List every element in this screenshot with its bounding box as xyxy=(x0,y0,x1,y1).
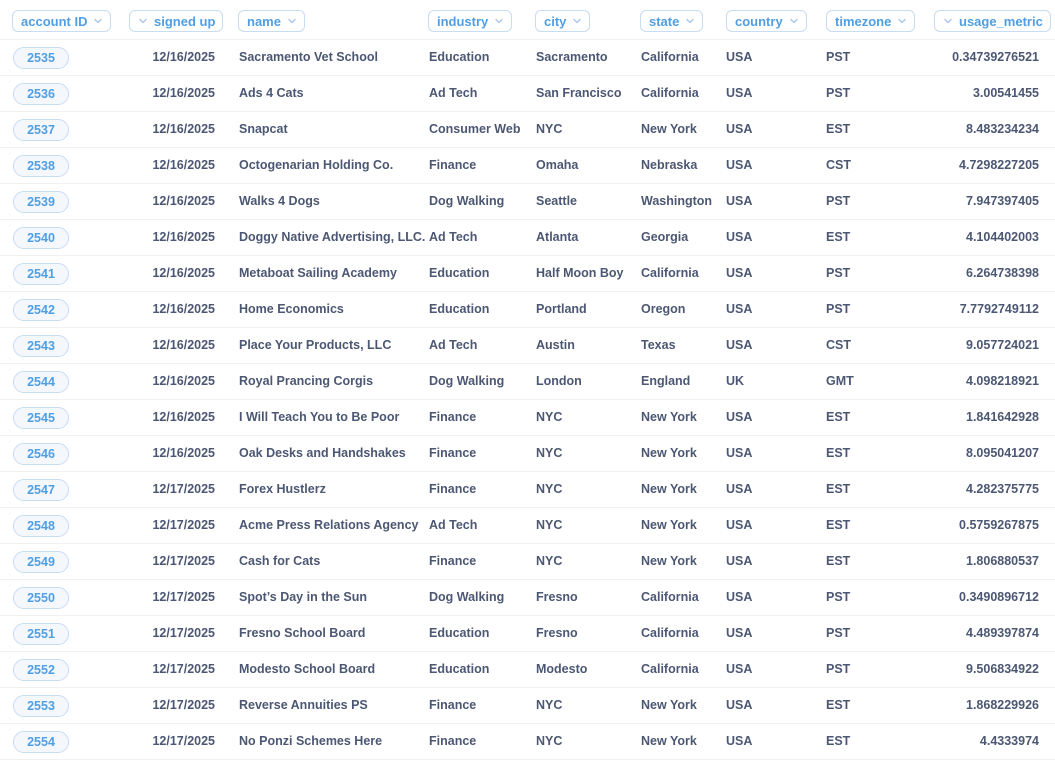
cell-signed-up: 12/16/2025 xyxy=(152,86,215,100)
cell-timezone: PST xyxy=(826,50,851,64)
cell-industry: Ad Tech xyxy=(429,230,478,244)
column-header-signed-up[interactable] xyxy=(129,10,223,34)
cell-industry: Education xyxy=(429,266,490,280)
table-row xyxy=(0,40,1055,76)
cell-usage-metric: 8.483234234 xyxy=(966,122,1039,136)
table-row xyxy=(0,508,1055,544)
cell-city: Omaha xyxy=(536,158,579,172)
cell-country: USA xyxy=(726,266,753,280)
cell-state: California xyxy=(641,662,699,676)
cell-country: USA xyxy=(726,626,753,640)
table-row xyxy=(0,688,1055,724)
cell-city: NYC xyxy=(536,554,563,568)
account-id-link[interactable]: 2548 xyxy=(13,515,69,537)
account-id-link[interactable]: 2544 xyxy=(13,371,69,393)
table-row xyxy=(0,364,1055,400)
cell-signed-up: 12/16/2025 xyxy=(152,410,215,424)
cell-usage-metric: 4.104402003 xyxy=(966,230,1039,244)
cell-timezone: EST xyxy=(826,698,851,712)
cell-usage-metric: 4.098218921 xyxy=(966,374,1039,388)
column-header-industry[interactable] xyxy=(428,10,512,34)
cell-signed-up: 12/17/2025 xyxy=(152,482,215,496)
cell-usage-metric: 9.057724021 xyxy=(966,338,1039,352)
cell-signed-up: 12/16/2025 xyxy=(152,374,215,388)
column-header-label: name xyxy=(247,13,281,29)
column-header-name[interactable] xyxy=(238,10,305,34)
cell-name: Fresno School Board xyxy=(239,626,366,640)
column-header-pill[interactable] xyxy=(826,10,915,32)
cell-country: USA xyxy=(726,554,753,568)
cell-city: NYC xyxy=(536,518,563,532)
cell-name: I Will Teach You to Be Poor xyxy=(239,410,400,424)
column-header-pill[interactable] xyxy=(535,10,590,32)
cell-state: New York xyxy=(641,446,697,460)
cell-usage-metric: 7.947397405 xyxy=(966,194,1039,208)
cell-name: Forex Hustlerz xyxy=(239,482,326,496)
cell-signed-up: 12/16/2025 xyxy=(152,266,215,280)
account-id-link[interactable]: 2551 xyxy=(13,623,69,645)
cell-city: Portland xyxy=(536,302,587,316)
cell-city: London xyxy=(536,374,582,388)
cell-city: Atlanta xyxy=(536,230,579,244)
account-id-link[interactable]: 2541 xyxy=(13,263,69,285)
cell-usage-metric: 3.00541455 xyxy=(972,86,1039,100)
cell-industry: Dog Walking xyxy=(429,374,505,388)
cell-state: New York xyxy=(641,410,697,424)
cell-industry: Education xyxy=(429,50,490,64)
cell-usage-metric: 4.7298227205 xyxy=(959,158,1039,172)
cell-name: Royal Prancing Corgis xyxy=(239,374,374,388)
cell-city: Half Moon Boy xyxy=(536,266,624,280)
cell-city: San Francisco xyxy=(536,86,622,100)
column-header-city[interactable] xyxy=(535,10,590,34)
cell-industry: Education xyxy=(429,626,490,640)
cell-country: USA xyxy=(726,338,753,352)
cell-state: Texas xyxy=(641,338,676,352)
table-row xyxy=(0,436,1055,472)
cell-timezone: CST xyxy=(826,338,851,352)
cell-country: USA xyxy=(726,86,753,100)
cell-country: USA xyxy=(726,446,753,460)
table-row xyxy=(0,76,1055,112)
cell-country: USA xyxy=(726,50,753,64)
account-id-link[interactable]: 2537 xyxy=(13,119,69,141)
cell-signed-up: 12/16/2025 xyxy=(152,302,215,316)
cell-timezone: EST xyxy=(826,482,851,496)
cell-signed-up: 12/17/2025 xyxy=(152,590,215,604)
cell-country: USA xyxy=(726,662,753,676)
cell-name: Home Economics xyxy=(239,302,344,316)
cell-name: Sacramento Vet School xyxy=(239,50,378,64)
cell-usage-metric: 1.868229926 xyxy=(966,698,1039,712)
column-header-label: signed up xyxy=(154,13,216,29)
cell-state: New York xyxy=(641,554,697,568)
column-header-pill[interactable] xyxy=(726,10,807,32)
table-row xyxy=(0,472,1055,508)
cell-name: Place Your Products, LLC xyxy=(239,338,392,352)
cell-name: Metaboat Sailing Academy xyxy=(239,266,397,280)
cell-signed-up: 12/17/2025 xyxy=(152,518,215,532)
cell-city: NYC xyxy=(536,122,563,136)
cell-timezone: PST xyxy=(826,86,851,100)
table-row xyxy=(0,292,1055,328)
cell-city: NYC xyxy=(536,698,563,712)
column-header-label: country xyxy=(735,13,783,29)
column-header-label: usage_metric xyxy=(959,13,1043,29)
cell-country: USA xyxy=(726,302,753,316)
table-header xyxy=(0,0,1055,40)
account-id-link[interactable]: 2535 xyxy=(13,47,69,69)
column-header-country[interactable] xyxy=(726,10,807,34)
column-header-pill[interactable] xyxy=(640,10,703,32)
cell-state: New York xyxy=(641,518,697,532)
cell-city: Modesto xyxy=(536,662,588,676)
cell-signed-up: 12/17/2025 xyxy=(152,662,215,676)
cell-industry: Finance xyxy=(429,158,477,172)
cell-timezone: EST xyxy=(826,230,851,244)
cell-country: USA xyxy=(726,698,753,712)
account-id-link[interactable]: 2539 xyxy=(13,191,69,213)
cell-signed-up: 12/16/2025 xyxy=(152,158,215,172)
cell-signed-up: 12/17/2025 xyxy=(152,698,215,712)
cell-industry: Ad Tech xyxy=(429,338,478,352)
cell-name: Walks 4 Dogs xyxy=(239,194,320,208)
cell-country: USA xyxy=(726,122,753,136)
column-header-usage-metric[interactable] xyxy=(934,10,1051,34)
cell-state: England xyxy=(641,374,691,388)
cell-industry: Dog Walking xyxy=(429,590,505,604)
cell-industry: Finance xyxy=(429,554,477,568)
cell-signed-up: 12/16/2025 xyxy=(152,230,215,244)
chevron-down-icon xyxy=(93,16,103,26)
cell-timezone: EST xyxy=(826,734,851,748)
cell-usage-metric: 0.3490896712 xyxy=(959,590,1039,604)
cell-timezone: GMT xyxy=(826,374,854,388)
cell-usage-metric: 1.841642928 xyxy=(966,410,1039,424)
cell-name: Octogenarian Holding Co. xyxy=(239,158,394,172)
cell-name: Oak Desks and Handshakes xyxy=(239,446,406,460)
table-body xyxy=(0,40,1055,760)
cell-signed-up: 12/17/2025 xyxy=(152,554,215,568)
chevron-down-icon xyxy=(897,16,907,26)
column-header-label: state xyxy=(649,13,680,29)
account-id-link[interactable]: 2536 xyxy=(13,83,69,105)
account-id-link[interactable]: 2542 xyxy=(13,299,69,321)
cell-country: USA xyxy=(726,410,753,424)
account-id-link[interactable]: 2553 xyxy=(13,695,69,717)
cell-timezone: PST xyxy=(826,662,851,676)
cell-state: California xyxy=(641,50,699,64)
cell-state: New York xyxy=(641,122,697,136)
cell-state: Oregon xyxy=(641,302,686,316)
account-id-link[interactable]: 2550 xyxy=(13,587,69,609)
table-row xyxy=(0,544,1055,580)
cell-country: USA xyxy=(726,194,753,208)
cell-name: No Ponzi Schemes Here xyxy=(239,734,383,748)
cell-usage-metric: 8.095041207 xyxy=(966,446,1039,460)
cell-industry: Education xyxy=(429,302,490,316)
cell-name: Ads 4 Cats xyxy=(239,86,304,100)
table-row xyxy=(0,328,1055,364)
column-header-timezone[interactable] xyxy=(826,10,915,34)
account-id-link[interactable]: 2546 xyxy=(13,443,69,465)
chevron-down-icon xyxy=(287,16,297,26)
column-header-account-id[interactable] xyxy=(12,10,111,34)
table-row xyxy=(0,652,1055,688)
table-row xyxy=(0,256,1055,292)
cell-industry: Finance xyxy=(429,482,477,496)
cell-usage-metric: 0.5759267875 xyxy=(959,518,1039,532)
account-id-link[interactable]: 2552 xyxy=(13,659,69,681)
column-header-pill[interactable] xyxy=(12,10,111,32)
chevron-down-icon xyxy=(943,16,953,26)
cell-signed-up: 12/16/2025 xyxy=(152,122,215,136)
cell-timezone: EST xyxy=(826,410,851,424)
column-header-state[interactable] xyxy=(640,10,703,34)
chevron-down-icon xyxy=(138,16,148,26)
cell-signed-up: 12/17/2025 xyxy=(152,734,215,748)
cell-usage-metric: 4.282375775 xyxy=(966,482,1039,496)
cell-industry: Finance xyxy=(429,410,477,424)
table-row xyxy=(0,148,1055,184)
cell-name: Acme Press Relations Agency xyxy=(239,518,419,532)
chevron-down-icon xyxy=(789,16,799,26)
column-header-label: account ID xyxy=(21,13,88,29)
cell-city: Seattle xyxy=(536,194,577,208)
cell-industry: Education xyxy=(429,662,490,676)
chevron-down-icon xyxy=(494,16,504,26)
cell-state: New York xyxy=(641,698,697,712)
table-row xyxy=(0,112,1055,148)
cell-country: USA xyxy=(726,590,753,604)
cell-industry: Finance xyxy=(429,734,477,748)
account-id-link[interactable]: 2538 xyxy=(13,155,69,177)
cell-timezone: EST xyxy=(826,446,851,460)
column-header-pill[interactable] xyxy=(428,10,512,32)
cell-industry: Consumer Web xyxy=(429,122,521,136)
cell-signed-up: 12/16/2025 xyxy=(152,338,215,352)
cell-state: California xyxy=(641,626,699,640)
cell-signed-up: 12/16/2025 xyxy=(152,50,215,64)
cell-timezone: PST xyxy=(826,194,851,208)
cell-signed-up: 12/16/2025 xyxy=(152,194,215,208)
cell-name: Modesto School Board xyxy=(239,662,376,676)
cell-industry: Finance xyxy=(429,698,477,712)
cell-timezone: PST xyxy=(826,590,851,604)
table-row xyxy=(0,184,1055,220)
cell-signed-up: 12/16/2025 xyxy=(152,446,215,460)
cell-state: Georgia xyxy=(641,230,689,244)
cell-industry: Ad Tech xyxy=(429,518,478,532)
cell-state: California xyxy=(641,86,699,100)
account-id-link[interactable]: 2545 xyxy=(13,407,69,429)
cell-usage-metric: 0.34739276521 xyxy=(952,50,1039,64)
cell-city: NYC xyxy=(536,410,563,424)
cell-industry: Dog Walking xyxy=(429,194,505,208)
cell-country: USA xyxy=(726,158,753,172)
cell-country: USA xyxy=(726,482,753,496)
chevron-down-icon xyxy=(572,16,582,26)
cell-timezone: PST xyxy=(826,626,851,640)
chevron-down-icon xyxy=(685,16,695,26)
account-id-link[interactable]: 2549 xyxy=(13,551,69,573)
cell-city: NYC xyxy=(536,482,563,496)
cell-timezone: EST xyxy=(826,554,851,568)
cell-usage-metric: 7.7792749112 xyxy=(959,302,1039,316)
cell-industry: Finance xyxy=(429,446,477,460)
cell-timezone: CST xyxy=(826,158,851,172)
account-id-link[interactable]: 2547 xyxy=(13,479,69,501)
cell-state: New York xyxy=(641,482,697,496)
cell-usage-metric: 1.806880537 xyxy=(966,554,1039,568)
cell-usage-metric: 9.506834922 xyxy=(966,662,1039,676)
table-row xyxy=(0,580,1055,616)
cell-name: Spot’s Day in the Sun xyxy=(239,590,368,604)
cell-industry: Ad Tech xyxy=(429,86,478,100)
cell-country: UK xyxy=(726,374,745,388)
column-header-label: timezone xyxy=(835,13,892,29)
table-row xyxy=(0,400,1055,436)
cell-usage-metric: 4.489397874 xyxy=(966,626,1039,640)
column-header-label: city xyxy=(544,13,567,29)
column-header-pill[interactable] xyxy=(238,10,305,32)
column-header-pill[interactable] xyxy=(934,10,1051,32)
cell-country: USA xyxy=(726,230,753,244)
cell-usage-metric: 6.264738398 xyxy=(966,266,1039,280)
cell-name: Doggy Native Advertising, LLC. xyxy=(239,230,426,244)
cell-timezone: EST xyxy=(826,518,851,532)
cell-country: USA xyxy=(726,734,753,748)
table-row xyxy=(0,724,1055,760)
column-header-pill[interactable] xyxy=(129,10,223,32)
cell-state: Nebraska xyxy=(641,158,698,172)
cell-state: New York xyxy=(641,734,697,748)
cell-city: Fresno xyxy=(536,590,578,604)
table-row xyxy=(0,616,1055,652)
cell-timezone: EST xyxy=(826,122,851,136)
cell-city: Sacramento xyxy=(536,50,608,64)
cell-city: Fresno xyxy=(536,626,578,640)
table-row xyxy=(0,220,1055,256)
cell-state: California xyxy=(641,266,699,280)
cell-timezone: PST xyxy=(826,302,851,316)
cell-usage-metric: 4.4333974 xyxy=(979,734,1039,748)
cell-name: Reverse Annuities PS xyxy=(239,698,368,712)
account-id-link[interactable]: 2543 xyxy=(13,335,69,357)
cell-state: California xyxy=(641,590,699,604)
cell-country: USA xyxy=(726,518,753,532)
cell-city: NYC xyxy=(536,734,563,748)
cell-state: Washington xyxy=(641,194,713,208)
column-header-label: industry xyxy=(437,13,489,29)
cell-name: Cash for Cats xyxy=(239,554,321,568)
cell-city: NYC xyxy=(536,446,563,460)
cell-name: Snapcat xyxy=(239,122,288,136)
account-id-link[interactable]: 2540 xyxy=(13,227,69,249)
cell-timezone: PST xyxy=(826,266,851,280)
account-id-link[interactable]: 2554 xyxy=(13,731,69,753)
cell-city: Austin xyxy=(536,338,575,352)
cell-signed-up: 12/17/2025 xyxy=(152,626,215,640)
